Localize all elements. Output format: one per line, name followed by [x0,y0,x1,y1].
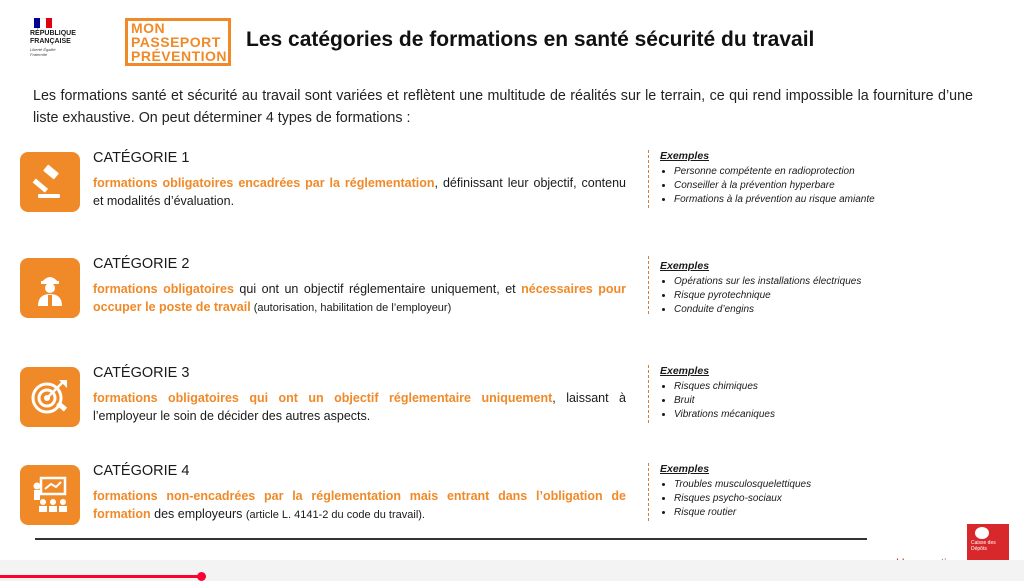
category-description [93,389,626,425]
examples-title: Exemples [660,365,710,377]
example-item: • Risques psycho-sociaux [674,492,960,506]
example-item: • Risque pyrotechnique [674,289,960,303]
mon-passeport-prevention-logo [125,18,231,66]
example-item: • Risques chimiques [674,380,960,394]
example-item: • Personne compétente en radioprotection [674,165,960,179]
gavel-icon [20,152,80,212]
bottom-divider [35,538,867,540]
highlight: formations obligatoires qui ont un objectif réglementaire uniquement [93,391,553,405]
example-item: • Vibrations mécaniques [674,408,960,422]
highlight: formations obligatoires [93,282,234,296]
logo-line3: PRÉVENTION [131,48,228,64]
category-description [93,487,626,524]
category-4 [20,465,1010,545]
worker-icon [20,258,80,318]
republique-francaise-logo [30,18,100,57]
intro-text: Les formations santé et sécurité au travail sont variées et reflètent une multitude de réalités sur le terrain, ce qui rend impossible la fourniture d’une liste exhaustive. On peut déterminer 4 types de formations : [33,88,973,126]
text: (autorisation, habilitation de l’employeur) [250,302,452,314]
examples-title: Exemples [660,150,710,162]
text: , laissant à l’employeur le soin de décider des autres aspects. [93,391,626,423]
example-item: • Risque routier [674,506,960,520]
cdc-text: Caisse des Dépôts [971,540,996,552]
category-description [93,174,626,210]
examples-title: Exemples [660,260,710,272]
video-progress-bar[interactable] [0,575,203,578]
highlight: formations obligatoires encadrées par la réglementation [93,176,435,190]
text: qui ont un objectif réglementaire uniquement, et [233,282,522,296]
examples-box [660,463,960,520]
text: , définissant leur objectif, contenu et modalités d’évaluation. [93,176,627,208]
video-scrubber-handle[interactable] [197,572,206,581]
examples-title: Exemples [660,463,710,475]
cdc-logo-icon [975,527,989,539]
highlight: nécessaires pour occuper le poste de travail [93,282,626,314]
example-item: • Bruit [674,394,960,408]
republique-line2: FRANÇAISE [30,38,71,45]
example-item: • Conseiller à la prévention hyperbare [674,179,960,193]
text: des employeurs [150,507,246,521]
category-title: CATÉGORIE 2 [93,256,190,272]
examples-box [660,150,960,207]
category-title: CATÉGORIE 4 [93,463,190,479]
divider [648,150,649,208]
text: (article L. 4141-2 du code du travail). [245,509,425,521]
category-title: CATÉGORIE 3 [93,365,190,381]
page-title: Les catégories de formations en santé sécurité du travail [246,28,815,51]
category-1 [20,152,1010,232]
category-2 [20,258,1010,338]
french-flag-icon [34,18,52,28]
examples-box [660,365,960,422]
highlight: formations non-encadrées par la réglementation mais entrant dans l’obligation de formation [93,489,626,521]
divider [648,463,649,521]
category-3 [20,367,1010,447]
example-item: • Conduite d’engins [674,303,960,317]
training-icon [20,465,80,525]
republique-line1: RÉPUBLIQUE [30,30,76,37]
example-item: • Formations à la prévention au risque amiante [674,193,960,207]
divider [648,256,649,314]
example-item: • Opérations sur les installations électriques [674,275,960,289]
logo-line2: PASSEPORT [131,34,221,50]
republique-motto: Liberté Égalité Fraternité [30,47,56,57]
target-icon [20,367,80,427]
example-item: • Troubles musculosquelettiques [674,478,960,492]
category-description [93,280,626,317]
category-title: CATÉGORIE 1 [93,150,190,166]
logo-line1: MON [131,20,166,36]
examples-box [660,260,960,317]
divider [648,365,649,423]
